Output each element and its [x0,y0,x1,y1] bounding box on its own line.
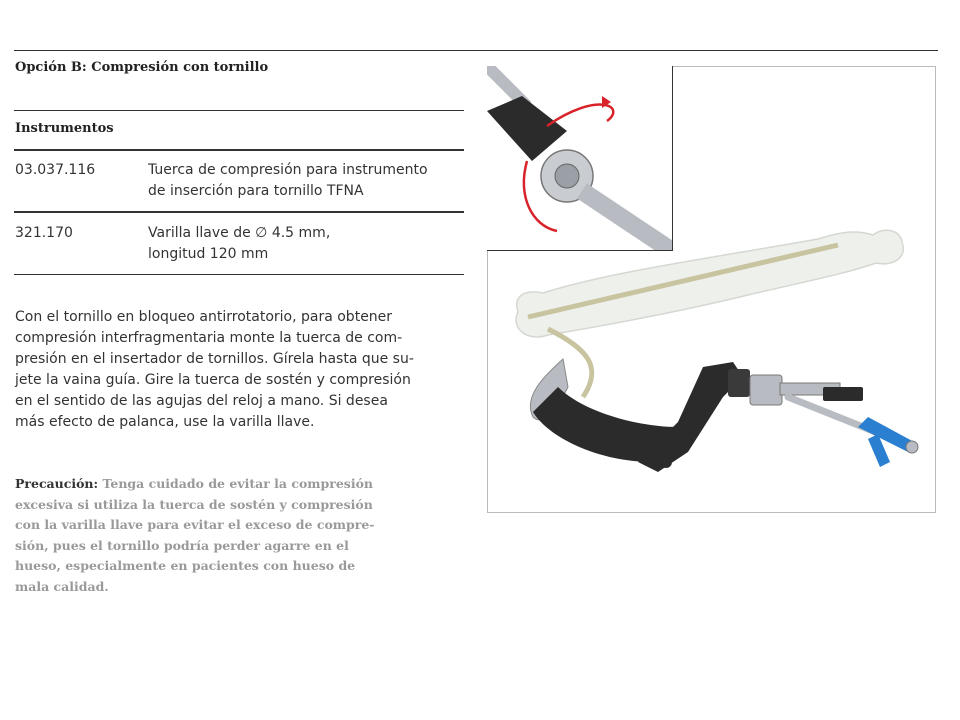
aiming-arm-shape [638,362,743,472]
instrument-description-line: Varilla llave de ∅ 4.5 mm, [148,225,331,241]
paragraph-line: más efecto de palanca, use la varilla llave. [15,414,315,430]
instruments-heading: Instrumentos [15,121,114,136]
instructions-paragraph [15,307,465,433]
compression-nut-shape [750,375,782,405]
paragraph-line: Con el tornillo en bloqueo antirrotatorio, para obtener [15,309,393,325]
aiming-arm-shape [728,369,750,397]
paragraph-line: compresión interfragmentaria monte la tuerca de com- [15,330,403,346]
instrument-description-line: Tuerca de compresión para instrumento [148,162,428,178]
paragraph-line: presión en el insertador de tornillos. Gírela hasta que su- [15,351,414,367]
caution-line: con la varilla llave para evitar el exceso de compre- [15,517,375,532]
rotation-arrow-icon [547,105,613,126]
nut-center-shape [555,164,579,188]
paragraph-line: en el sentido de las agujas del reloj a mano. Si desea [15,393,388,409]
paragraph-line: jete la vaina guía. Gire la tuerca de sostén y compresión [15,372,411,388]
detail-inset [487,66,673,251]
table-row-rule [14,211,464,213]
caution-line: Tenga cuidado de evitar la compresión [102,476,374,491]
caution-line: excesiva si utiliza la tuerca de sostén y compresión [15,496,373,512]
nut-part-shape [823,387,863,401]
caution-line: mala calidad. [15,578,109,594]
caution-line: hueso, especialmente en pacientes con hueso de [15,558,356,573]
instrument-code: 321.170 [15,225,73,241]
caution-line: sión, pues el tornillo podría perder agarre en el [15,537,349,553]
table-top-rule [14,110,464,111]
caution-label: Precaución: [15,476,99,491]
section-title: Opción B: Compresión con tornillo [15,60,269,75]
knob-shape [660,456,672,468]
table-bottom-rule [14,274,464,275]
rod-shape [582,191,672,251]
top-rule [14,50,938,51]
instrument-description-line: de inserción para tornillo TFNA [148,183,364,199]
t-handle-cap-shape [906,441,918,453]
instrument-code: 03.037.116 [15,162,96,178]
detail-illustration [487,66,673,251]
instrument-description-line: longitud 120 mm [148,246,269,262]
table-header-rule [14,149,464,151]
caution-note [15,474,467,597]
handle-block-shape [487,96,567,161]
